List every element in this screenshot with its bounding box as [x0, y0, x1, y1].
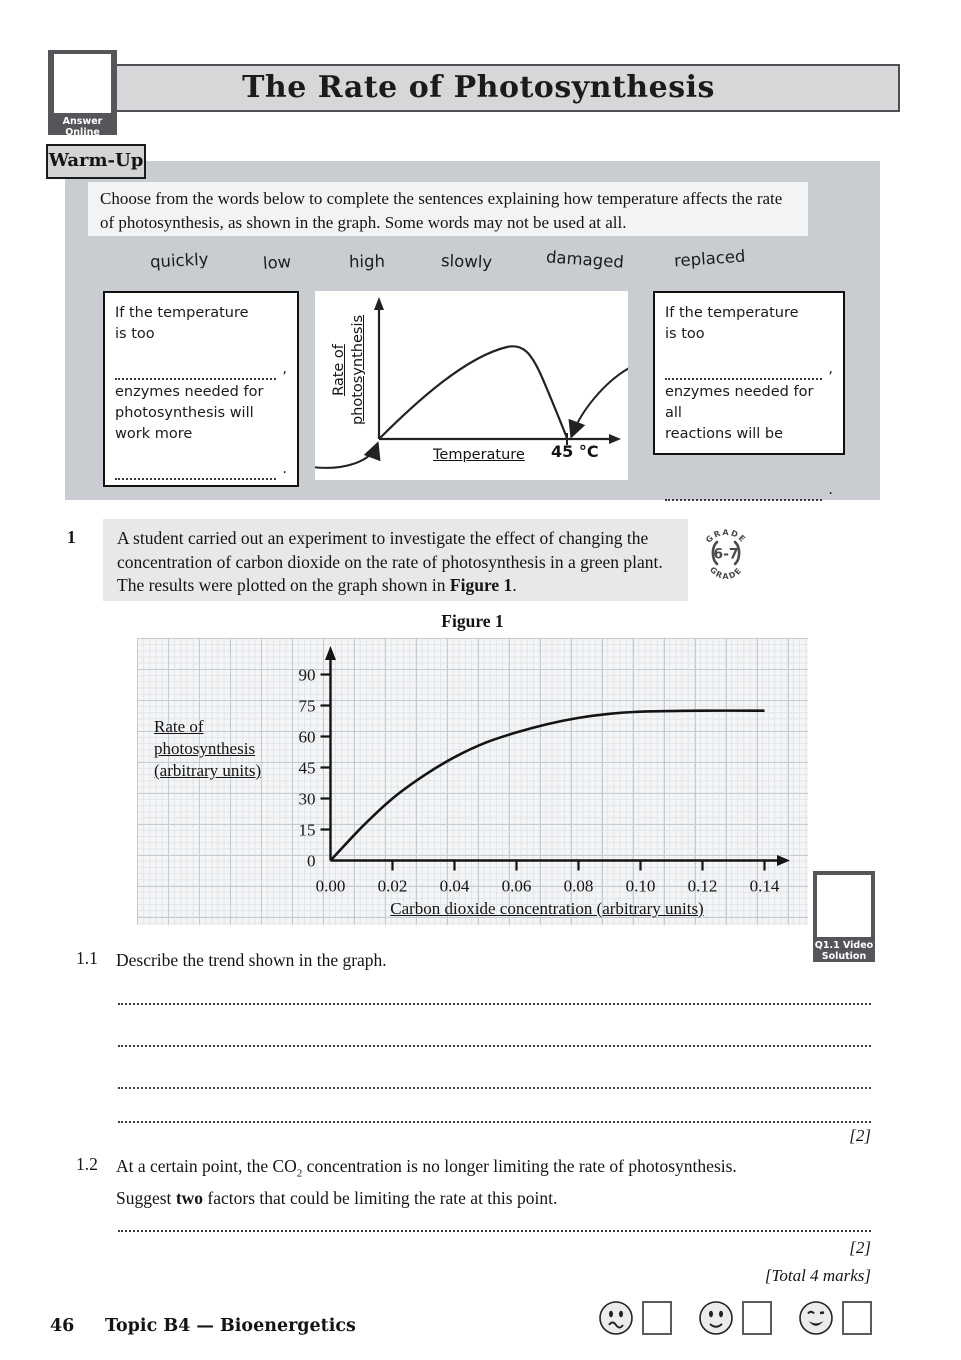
svg-text:0.12: 0.12	[687, 876, 718, 896]
answer-online-badge[interactable]	[48, 50, 117, 138]
left-box-line: photosynthesis will	[115, 405, 254, 421]
left-box-line: is too	[115, 326, 155, 342]
warmup-right-box	[653, 291, 845, 498]
video-solution-badge[interactable]	[813, 871, 875, 962]
svg-text:30: 30	[298, 789, 316, 809]
answer-line[interactable]	[118, 1001, 871, 1005]
dotted-blank[interactable]	[115, 364, 276, 380]
figure-1-caption: Figure 1	[441, 611, 504, 631]
word-bank-slowly: slowly	[440, 251, 493, 272]
title-bar	[57, 64, 900, 112]
confident-checkbox[interactable]	[842, 1301, 872, 1335]
warmup-left-box	[103, 291, 299, 487]
left-box-line: enzymes needed for	[115, 384, 264, 400]
happy-face-icon	[798, 1300, 834, 1336]
svg-text:90: 90	[298, 665, 316, 685]
word-bank-damaged: damaged	[545, 247, 625, 272]
svg-text:0.10: 0.10	[625, 876, 656, 896]
arrow-to-45c	[572, 367, 628, 435]
svg-text:75: 75	[298, 696, 316, 716]
question-1-number: 1	[67, 527, 76, 547]
right-box-line: If the temperature	[665, 305, 799, 321]
svg-text:0.00: 0.00	[315, 876, 346, 896]
warmup-heading: Warm-Up	[46, 144, 146, 179]
right-box-line: reactions will be	[665, 426, 784, 442]
left-box-line: If the temperature	[115, 305, 249, 321]
right-box-line: is too	[665, 326, 705, 342]
unsure-checkbox[interactable]	[642, 1301, 672, 1335]
fill-in-blank[interactable]: .	[115, 459, 287, 480]
qr-code-icon	[54, 54, 111, 113]
svg-text:45: 45	[298, 758, 316, 778]
page-title: The Rate of Photosynthesis	[242, 70, 715, 105]
word-bank-low: low	[262, 252, 292, 273]
answer-line[interactable]	[118, 1228, 871, 1232]
answer-online-label-2: Online	[65, 127, 100, 138]
figure-1-chart	[137, 638, 808, 925]
word-bank-quickly: quickly	[149, 249, 209, 272]
temperature-45c-label: 45 °C	[551, 442, 599, 461]
word-bank-high: high	[348, 251, 386, 272]
fill-in-blank[interactable]: .	[665, 480, 833, 501]
figure-1-ylabel: Rate of photosynthesis (arbitrary units)	[154, 717, 262, 780]
dotted-blank[interactable]	[665, 485, 822, 501]
okay-checkbox[interactable]	[742, 1301, 772, 1335]
figure-1-xlabel: Carbon dioxide concentration (arbitrary units)	[390, 899, 704, 918]
warmup-graph-panel	[315, 291, 628, 480]
svg-text:0.02: 0.02	[377, 876, 408, 896]
answer-line[interactable]	[118, 1043, 871, 1047]
word-bank-replaced: replaced	[673, 246, 747, 271]
video-badge-label-1: Q1.1 Video	[814, 940, 874, 951]
arrow-to-origin	[315, 445, 377, 468]
co2-rate-curve	[331, 711, 765, 861]
svg-text:GRADE: GRADE	[704, 527, 748, 545]
total-marks: [Total 4 marks]	[764, 1266, 871, 1285]
unsure-face-icon	[598, 1300, 634, 1336]
grade-6-7-badge	[697, 524, 755, 582]
qr-code-icon	[817, 875, 871, 937]
svg-text:0.04: 0.04	[439, 876, 470, 896]
fill-in-blank[interactable]: ,	[115, 359, 287, 380]
video-badge-label-2: Solution	[821, 951, 867, 962]
page-number: 46	[50, 1316, 75, 1336]
question-1-text: A student carried out an experiment to investigate the effect of changing the concentration of carbon dioxide on the rate of photosynthesis in a green plant. The results were plotted on the graph shown in Figure 1.	[103, 519, 688, 601]
topic-label: Topic B4 — Bioenergetics	[105, 1316, 356, 1336]
svg-text:0.14: 0.14	[749, 876, 780, 896]
question-1-2-number: 1.2	[76, 1154, 98, 1174]
q12-marks: [2]	[849, 1238, 871, 1257]
neutral-face-icon	[698, 1300, 734, 1336]
right-box-line: enzymes needed for all	[665, 384, 814, 421]
svg-text:6-7: 6-7	[713, 546, 739, 563]
fill-in-blank[interactable]: ,	[665, 359, 833, 380]
mini-graph-xlabel: Temperature	[433, 447, 525, 463]
self-assessment-row	[598, 1300, 872, 1336]
warmup-instructions: Choose from the words below to complete the sentences explaining how temperature affects the rate of photosynthesis, as shown in the graph. Some words may not be used at all.	[88, 182, 808, 236]
answer-line[interactable]	[118, 1085, 871, 1089]
mini-graph-ylabel: Rate of photosynthesis	[331, 314, 366, 426]
dotted-blank[interactable]	[665, 364, 822, 380]
svg-text:15: 15	[298, 820, 316, 840]
question-1-1-number: 1.1	[76, 948, 98, 968]
figure-1-reference: Figure 1	[449, 575, 513, 595]
dotted-blank[interactable]	[115, 464, 276, 480]
question-1-2-text: At a certain point, the $CO_2$ concentration is no longer limiting the rate of photosynthesis. Suggest two factors that could be limiting the rate at this point.	[116, 1156, 737, 1208]
co2-subscript: 2	[296, 1167, 303, 1180]
question-1-1-text: Describe the trend shown in the graph.	[116, 950, 387, 970]
svg-text:0.08: 0.08	[563, 876, 594, 896]
q11-marks: [2]	[849, 1126, 871, 1145]
left-box-line: work more	[115, 426, 193, 442]
answer-line[interactable]	[118, 1119, 871, 1123]
svg-text:0: 0	[307, 851, 316, 871]
temperature-curve	[379, 346, 567, 439]
svg-text:60: 60	[298, 727, 316, 747]
svg-text:0.06: 0.06	[501, 876, 532, 896]
answer-online-label-1: Answer	[62, 116, 103, 127]
svg-text:GRADE: GRADE	[707, 565, 745, 582]
